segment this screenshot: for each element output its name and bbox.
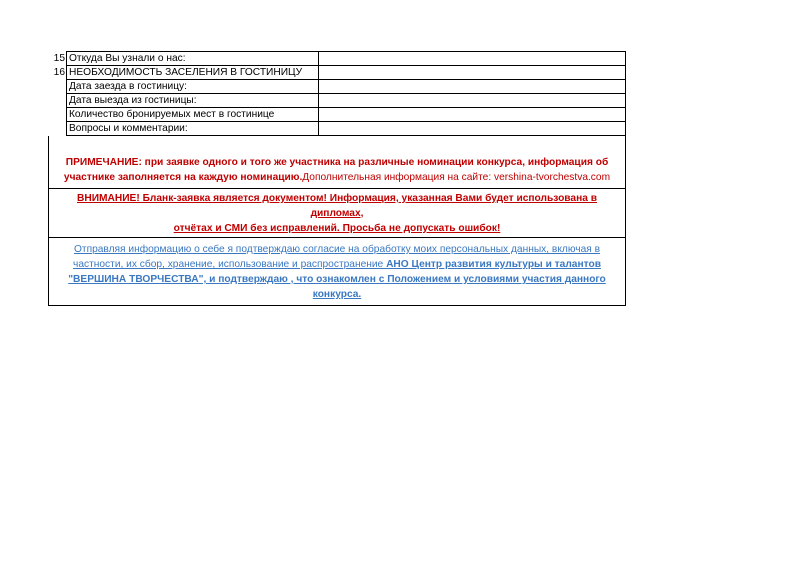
table-row: [48, 52, 626, 66]
row-label: Откуда Вы узнали о нас:: [67, 52, 319, 66]
row-number: [48, 94, 67, 108]
notes-section: [48, 136, 626, 306]
form-table: [48, 51, 626, 136]
application-form-sheet: [48, 51, 626, 306]
row-value-cell[interactable]: [319, 94, 626, 108]
row-label: Вопросы и комментарии:: [67, 122, 319, 136]
row-value-cell[interactable]: [319, 52, 626, 66]
form-table-body: [48, 52, 626, 136]
row-label: Количество бронируемых мест в гостинице: [67, 108, 319, 122]
row-number: 15: [48, 52, 67, 66]
row-value-cell[interactable]: [319, 80, 626, 94]
row-number: 16: [48, 66, 67, 80]
note-site-info: Дополнительная информация на сайте: vershina-tvorchestva.com: [302, 172, 611, 183]
table-row: [48, 80, 626, 94]
row-label: Дата выезда из гостиницы:: [67, 94, 319, 108]
warning-line2: отчётах и СМИ без исправлений. Просьба не допускать ошибок!: [173, 223, 501, 234]
consent-line3: "ВЕРШИНА ТВОРЧЕСТВА", и подтверждаю , что ознакомлен с Положением и условиями участия данного: [68, 274, 606, 285]
row-value-cell[interactable]: [319, 66, 626, 80]
row-value-cell[interactable]: [319, 108, 626, 122]
warning-note: [49, 189, 625, 238]
table-row: [48, 94, 626, 108]
row-number: [48, 80, 67, 94]
table-row: [48, 122, 626, 136]
warning-line1: ВНИМАНИЕ! Бланк-заявка является документом! Информация, указанная Вами будет использована в дипломах,: [77, 193, 597, 219]
row-number: [48, 108, 67, 122]
note-bold-line1: ПРИМЕЧАНИЕ: при заявке одного и того же участника на различные номинации конкурса, информация об: [65, 157, 609, 168]
row-label: НЕОБХОДИМОСТЬ ЗАСЕЛЕНИЯ В ГОСТИНИЦУ: [67, 66, 319, 80]
table-row: [48, 108, 626, 122]
row-value-cell[interactable]: [319, 122, 626, 136]
row-number: [48, 122, 67, 136]
row-label: Дата заезда в гостиницу:: [67, 80, 319, 94]
consent-organization: АНО Центр развития культуры и талантов: [386, 259, 601, 270]
table-row: [48, 66, 626, 80]
consent-line2: частности, их сбор, хранение, использование и распространение: [73, 259, 387, 270]
consent-note: [49, 238, 625, 305]
note-primary: [49, 136, 625, 189]
consent-line4: конкурса.: [312, 289, 362, 300]
consent-line1: Отправляя информацию о себе я подтверждаю согласие на обработку моих персональных данных, включая в: [73, 244, 600, 255]
note-bold-line2: участнике заполняется на каждую номинацию.: [63, 172, 303, 183]
